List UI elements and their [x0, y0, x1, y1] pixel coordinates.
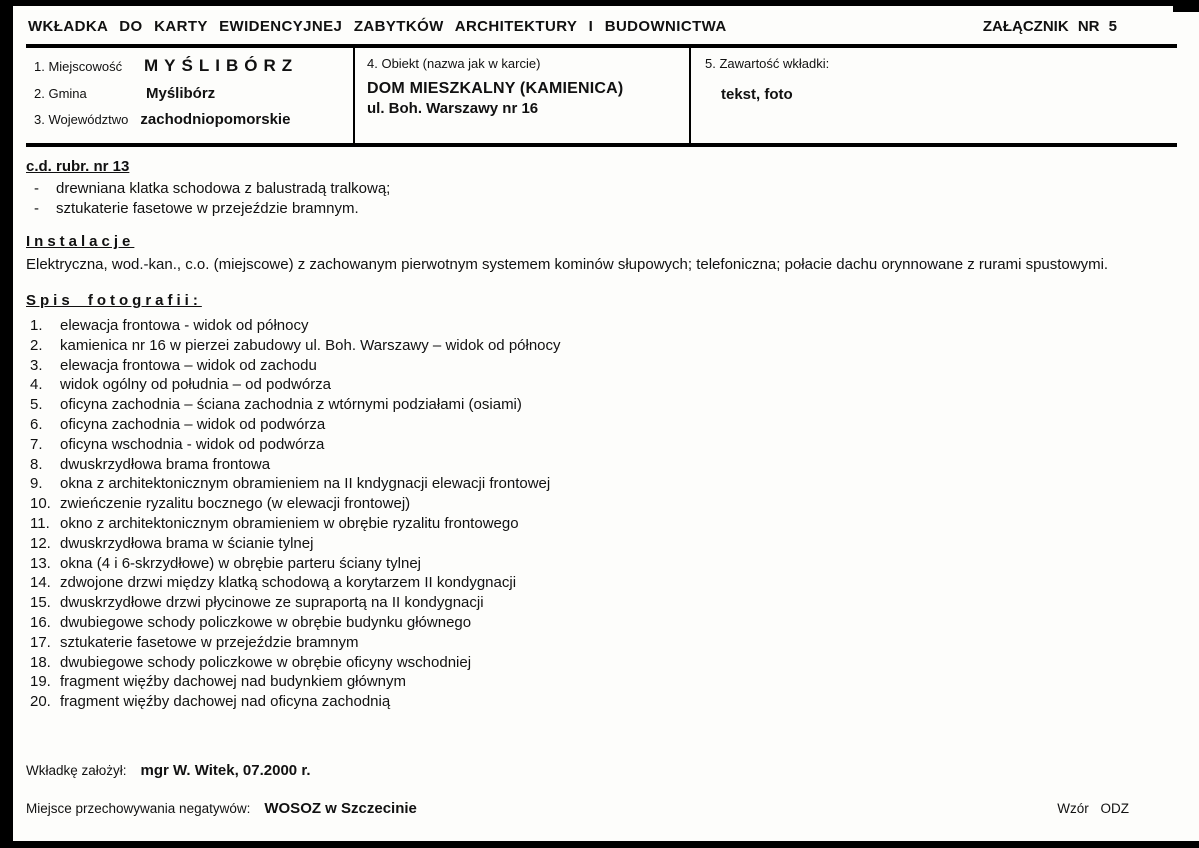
photo-list-item — [26, 494, 1177, 514]
photo-item-text: okna z architektonicznym obramieniem na II kndygnacji elewacji frontowej — [60, 475, 551, 493]
photo-item-number: 15. — [30, 594, 51, 612]
photo-item-text: oficyna wschodnia - widok od podwórza — [60, 435, 325, 453]
photo-item-text: fragment więźby dachowej nad oficyna zachodnią — [60, 693, 391, 711]
form-code: Wzór ODZ — [1057, 800, 1129, 816]
field-wojewodztwo-label: 3. Województwo — [34, 112, 129, 127]
rubr13-list — [26, 179, 1177, 218]
photo-item-text: oficyna zachodnia – ściana zachodnia z wtórnymi podziałami (osiami) — [60, 396, 522, 414]
photo-item-number: 8. — [30, 455, 43, 473]
founder-value: mgr W. Witek, 07.2000 r. — [140, 761, 311, 779]
photo-list-item — [26, 356, 1177, 376]
photo-list-item — [26, 653, 1177, 673]
photo-list-item — [26, 613, 1177, 633]
photo-item-text: dwuskrzydłowa brama frontowa — [60, 455, 271, 473]
photo-item-text: oficyna zachodnia – widok od podwórza — [60, 415, 326, 433]
negatives-label: Miejsce przechowywania negatywów: — [26, 800, 251, 816]
photo-item-text: widok ogólny od południa – od podwórza — [60, 376, 332, 394]
negatives-value: WOSOZ w Szczecinie — [264, 799, 417, 817]
photo-item-text: kamienica nr 16 w pierzei zabudowy ul. Boh. Warszawy – widok od północy — [60, 336, 561, 354]
scan-edge-top — [0, 0, 1199, 6]
field-miejscowosc-label: 1. Miejscowość — [34, 59, 123, 74]
field-gmina-label: 2. Gmina — [34, 86, 87, 101]
photo-item-text: zdwojone drzwi między klatką schodową a korytarzem II kondygnacji — [60, 574, 517, 592]
rubr13-list-item — [26, 179, 1177, 199]
photo-list-item — [26, 692, 1177, 712]
scan-edge-bottom — [0, 841, 1199, 848]
photo-item-number: 9. — [30, 475, 43, 493]
photo-item-number: 11. — [30, 514, 50, 532]
photo-item-number: 7. — [30, 435, 43, 453]
info-table-column-contents — [689, 48, 1177, 143]
photo-list-item — [26, 415, 1177, 435]
footer-negatives-row — [26, 800, 1177, 817]
photo-list-item — [26, 672, 1177, 692]
photo-item-number: 2. — [30, 336, 43, 354]
dash-marker: - — [34, 199, 39, 217]
photo-item-number: 14. — [30, 574, 51, 592]
photo-item-number: 13. — [30, 554, 51, 572]
photo-item-number: 19. — [30, 673, 51, 691]
photo-list-item — [26, 395, 1177, 415]
photo-list-item — [26, 336, 1177, 356]
field-zawartosc-value: tekst, foto — [721, 86, 793, 103]
field-gmina-value: Myślibórz — [146, 85, 216, 102]
photo-list-item — [26, 435, 1177, 455]
field-miejscowosc-value: MYŚLIBÓRZ — [144, 56, 299, 75]
photo-list-item — [26, 633, 1177, 653]
section-heading-rubr13: c.d. rubr. nr 13 — [26, 158, 130, 175]
field-zawartosc-label: 5. Zawartość wkładki: — [705, 56, 830, 71]
photo-list-item — [26, 573, 1177, 593]
info-table — [26, 44, 1177, 147]
scan-edge-left — [0, 0, 13, 848]
photo-item-number: 4. — [30, 376, 43, 394]
photo-list — [26, 316, 1177, 712]
attachment-number: ZAŁĄCZNIK NR 5 — [982, 18, 1117, 35]
photo-item-number: 6. — [30, 415, 43, 433]
footer-founder-row — [26, 762, 1177, 779]
info-table-column-location — [26, 48, 353, 143]
photo-list-item — [26, 375, 1177, 395]
photo-item-text: dwubiegowe schody policzkowe w obrębie oficyny wschodniej — [60, 653, 472, 671]
photo-item-number: 1. — [30, 317, 43, 334]
rubr13-item-text: sztukaterie fasetowe w przejeździe bramnym. — [56, 199, 359, 217]
photo-list-item — [26, 554, 1177, 574]
instalacje-paragraph: Elektryczna, wod.-kan., c.o. (miejscowe) z zachowanym pierwotnym systemem kominów słupowych; telefoniczna; połacie dachu orynnowane z rurami spustowymi. — [26, 256, 1109, 273]
photo-item-number: 12. — [30, 534, 51, 552]
document-title: WKŁADKA DO KARTY EWIDENCYJNEJ ZABYTKÓW ARCHITEKTURY I BUDOWNICTWA — [28, 18, 727, 35]
photo-item-text: dwubiegowe schody policzkowe w obrębie budynku głównego — [60, 613, 472, 631]
photo-list-item — [26, 593, 1177, 613]
info-table-column-object — [353, 48, 689, 143]
photo-item-text: dwuskrzydłowa brama w ścianie tylnej — [60, 534, 314, 552]
rubr13-item-text: drewniana klatka schodowa z balustradą tralkową; — [56, 180, 391, 197]
section-heading-spis-fotografii: Spis fotografii: — [26, 292, 202, 309]
photo-list-item — [26, 455, 1177, 475]
photo-item-text: okna (4 i 6-skrzydłowe) w obrębie parteru ściany tylnej — [60, 554, 421, 572]
photo-list-item — [26, 474, 1177, 494]
field-wojewodztwo-value: zachodniopomorskie — [140, 111, 291, 128]
photo-item-number: 18. — [30, 653, 51, 671]
field-obiekt-address: ul. Boh. Warszawy nr 16 — [367, 100, 539, 117]
photo-item-text: fragment więźby dachowej nad budynkiem głównym — [60, 673, 407, 691]
founder-label: Wkładkę założył: — [26, 762, 127, 778]
photo-item-number: 5. — [30, 396, 43, 414]
photo-item-number: 10. — [30, 495, 51, 513]
photo-list-item — [26, 514, 1177, 534]
negatives-group — [26, 800, 417, 817]
photo-item-number: 16. — [30, 613, 51, 631]
photo-item-text: elewacja frontowa - widok od północy — [60, 317, 309, 334]
rubr13-list-item — [26, 199, 1177, 219]
photo-item-text: zwieńczenie ryzalitu bocznego (w elewacji frontowej) — [60, 495, 411, 513]
dash-marker: - — [34, 180, 39, 197]
field-wojewodztwo — [34, 111, 345, 128]
photo-list-item — [26, 316, 1177, 336]
photo-item-number: 20. — [30, 693, 51, 711]
photo-item-number: 17. — [30, 633, 51, 651]
photo-item-number: 3. — [30, 356, 43, 374]
field-gmina — [34, 85, 345, 102]
document-header — [26, 8, 1177, 44]
field-obiekt-label: 4. Obiekt (nazwa jak w karcie) — [367, 56, 541, 71]
photo-item-text: dwuskrzydłowe drzwi płycinowe ze supraportą na II kondygnacji — [60, 594, 484, 612]
document-content — [26, 8, 1177, 817]
photo-item-text: sztukaterie fasetowe w przejeździe bramnym — [60, 633, 359, 651]
field-obiekt-name: DOM MIESZKALNY (KAMIENICA) — [367, 80, 624, 97]
field-miejscowosc — [34, 56, 345, 76]
section-heading-instalacje: Instalacje — [26, 233, 135, 250]
photo-item-text: elewacja frontowa – widok od zachodu — [60, 356, 317, 374]
document-body — [26, 147, 1177, 817]
photo-list-item — [26, 534, 1177, 554]
photo-item-text: okno z architektonicznym obramieniem w obrębie ryzalitu frontowego — [60, 514, 519, 532]
